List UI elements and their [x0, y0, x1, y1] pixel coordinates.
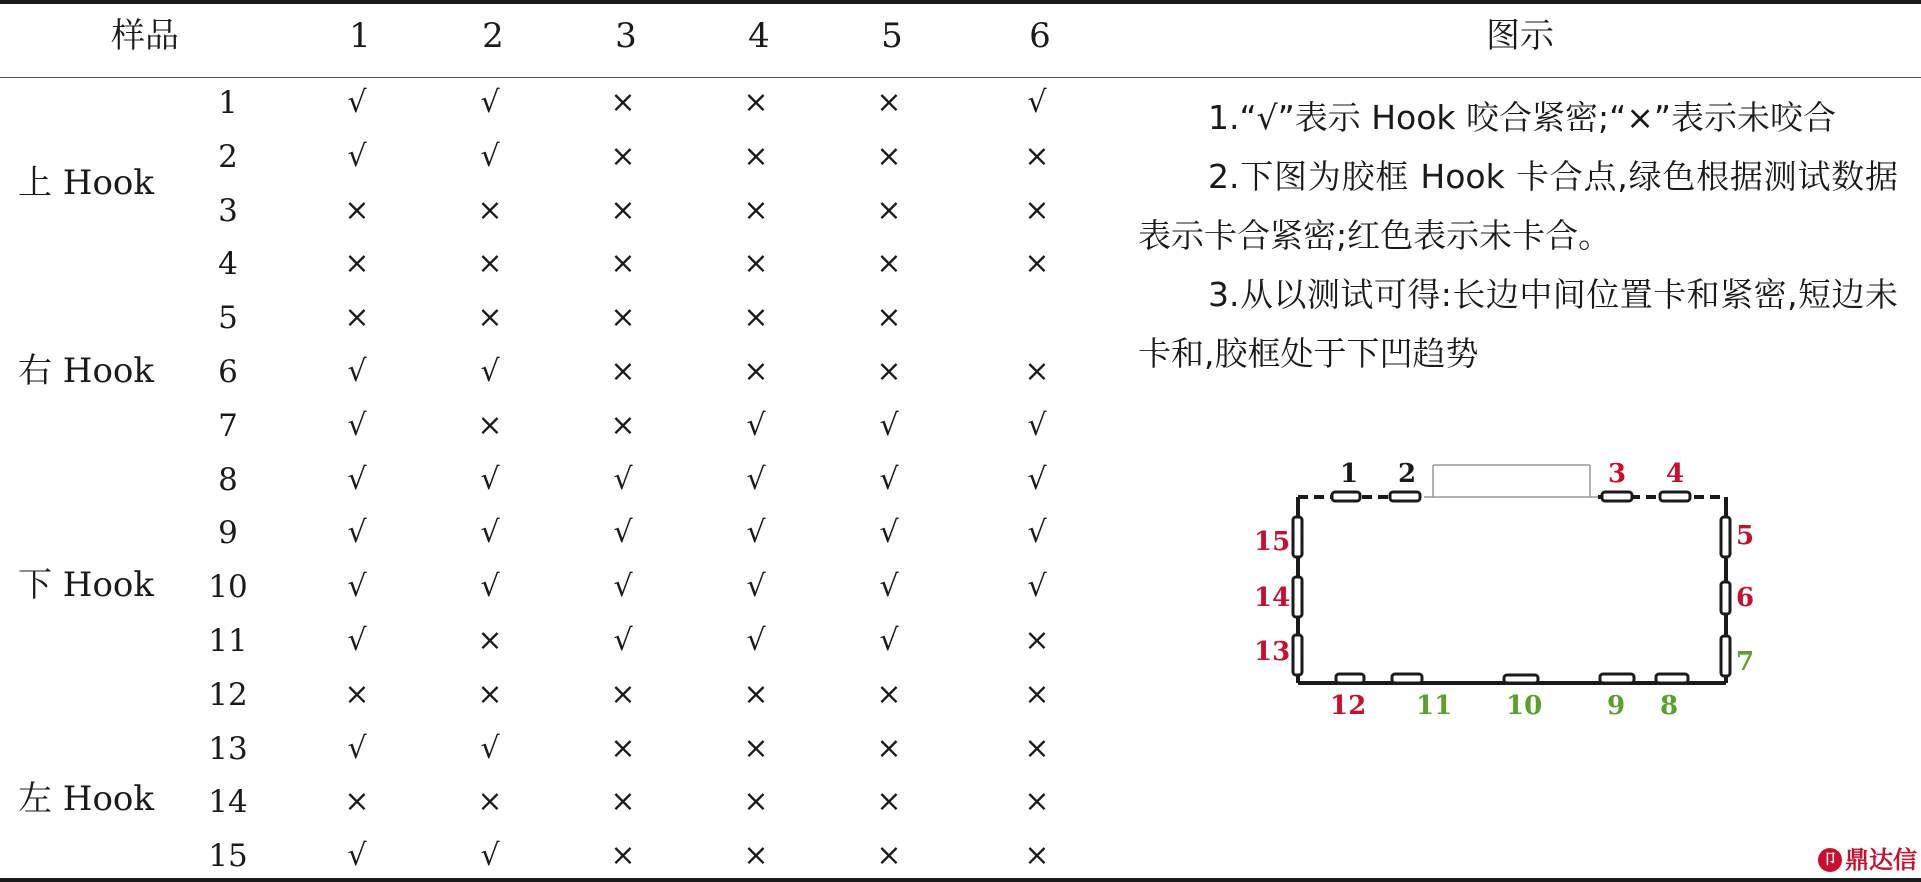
group-bottom-hook: [18, 565, 154, 605]
mark-cell: √: [613, 623, 633, 658]
group-top-hook: [18, 163, 154, 203]
mark-cell: ×: [610, 300, 636, 335]
mark-cell: ×: [1024, 623, 1050, 658]
mark-cell: ×: [610, 246, 636, 281]
mark-cell: ×: [344, 246, 370, 281]
group-label-en: Hook: [52, 163, 154, 203]
frame-outline: [1240, 455, 1760, 735]
mark-cell: ×: [477, 677, 503, 712]
top-rule: [0, 0, 1921, 4]
mark-cell: ×: [1024, 246, 1050, 281]
mark-cell: ×: [477, 193, 503, 228]
group-left-hook: [18, 779, 154, 819]
diagram-point-2: 2: [1398, 459, 1417, 489]
group-right-hook: [18, 351, 154, 391]
mark-cell: ×: [876, 838, 902, 873]
mark-cell: √: [347, 731, 367, 766]
row-number: 10: [208, 569, 248, 605]
mark-cell: √: [347, 515, 367, 550]
mark-cell: √: [347, 408, 367, 443]
mark-cell: ×: [743, 300, 769, 335]
mark-cell: ×: [610, 731, 636, 766]
row-number: 15: [208, 838, 248, 874]
mark-cell: ×: [743, 193, 769, 228]
mark-cell: ×: [477, 408, 503, 443]
mark-cell: √: [347, 623, 367, 658]
mark-cell: √: [347, 838, 367, 873]
header-col-2: 2: [482, 16, 504, 56]
mark-cell: ×: [1024, 677, 1050, 712]
mark-cell: √: [480, 838, 500, 873]
row-number: 14: [208, 784, 248, 820]
diagram-point-9: 9: [1607, 691, 1626, 721]
mark-cell: ×: [876, 300, 902, 335]
mark-cell: ×: [743, 354, 769, 389]
row-number: 12: [208, 677, 248, 713]
row-number: 5: [218, 300, 238, 336]
mark-cell: ×: [610, 408, 636, 443]
mark-cell: √: [879, 408, 899, 443]
mark-cell: ×: [743, 246, 769, 281]
group-label-cn: 左: [18, 779, 52, 819]
dingdaxin-logo-icon: 卩: [1818, 848, 1842, 872]
diagram-point-8: 8: [1660, 691, 1679, 721]
mark-cell: ×: [876, 784, 902, 819]
header-col-1: 1: [349, 16, 371, 56]
diagram-point-11: 11: [1416, 691, 1453, 721]
header-col-5: 5: [881, 16, 903, 56]
mark-cell: ×: [743, 784, 769, 819]
mark-cell: ×: [610, 354, 636, 389]
note-2: 2.下图为胶框 Hook 卡合点,绿色根据测试数据表示卡合紧密;红色表示未卡合。: [1138, 157, 1898, 255]
mark-cell: √: [1027, 515, 1047, 550]
mark-cell: √: [480, 731, 500, 766]
mark-cell: √: [613, 515, 633, 550]
mark-cell: √: [746, 408, 766, 443]
row-number: 8: [218, 462, 238, 498]
mark-cell: ×: [743, 139, 769, 174]
mark-cell: √: [879, 515, 899, 550]
mark-cell: ×: [610, 677, 636, 712]
mark-cell: √: [613, 569, 633, 604]
diagram-point-4: 4: [1666, 459, 1685, 489]
mark-cell: ×: [1024, 139, 1050, 174]
row-number: 3: [218, 193, 238, 229]
mark-cell: ×: [1024, 193, 1050, 228]
mark-cell: ×: [1024, 731, 1050, 766]
header-col-3: 3: [615, 16, 637, 56]
hook-frame-diagram: [1240, 455, 1760, 735]
mark-cell: ×: [876, 354, 902, 389]
mark-cell: ×: [477, 784, 503, 819]
header-diagram: 图示: [1486, 16, 1554, 56]
diagram-point-13: 13: [1254, 637, 1291, 667]
mark-cell: √: [347, 462, 367, 497]
diagram-point-6: 6: [1736, 583, 1755, 613]
mark-cell: √: [1027, 408, 1047, 443]
row-number: 6: [218, 354, 238, 390]
diagram-point-7: 7: [1736, 647, 1755, 677]
mark-cell: ×: [1024, 838, 1050, 873]
diagram-point-10: 10: [1506, 691, 1543, 721]
row-number: 9: [218, 515, 238, 551]
group-label-en: Hook: [52, 779, 154, 819]
mark-cell: √: [879, 623, 899, 658]
mark-cell: √: [1027, 462, 1047, 497]
mark-cell: ×: [477, 300, 503, 335]
mark-cell: √: [613, 462, 633, 497]
mark-cell: ×: [610, 784, 636, 819]
mark-cell: √: [879, 462, 899, 497]
row-number: 7: [218, 408, 238, 444]
header-sample: 样品: [111, 16, 179, 56]
mark-cell: ×: [1024, 784, 1050, 819]
mark-cell: ×: [344, 784, 370, 819]
mark-cell: √: [480, 85, 500, 120]
mark-cell: ×: [610, 85, 636, 120]
mark-cell: √: [879, 569, 899, 604]
mark-cell: ×: [743, 731, 769, 766]
mark-cell: ×: [876, 139, 902, 174]
mark-cell: ×: [876, 731, 902, 766]
mark-cell: √: [746, 462, 766, 497]
mark-cell: √: [746, 569, 766, 604]
mark-cell: √: [480, 462, 500, 497]
mark-cell: ×: [610, 838, 636, 873]
mark-cell: √: [347, 85, 367, 120]
mark-cell: ×: [876, 85, 902, 120]
diagram-point-5: 5: [1736, 521, 1755, 551]
row-number: 1: [218, 85, 238, 121]
mark-cell: ×: [743, 677, 769, 712]
group-label-cn: 下: [18, 565, 52, 605]
row-number: 13: [208, 731, 248, 767]
header-col-4: 4: [748, 16, 770, 56]
diagram-point-14: 14: [1254, 583, 1291, 613]
mark-cell: ×: [610, 193, 636, 228]
mark-cell: ×: [743, 85, 769, 120]
mark-cell: ×: [477, 246, 503, 281]
mark-cell: ×: [876, 246, 902, 281]
row-number: 4: [218, 246, 238, 282]
note-1: 1.“√”表示 Hook 咬合紧密;“×”表示未咬合: [1208, 98, 1836, 137]
diagram-point-1: 1: [1340, 459, 1359, 489]
mark-cell: ×: [1024, 354, 1050, 389]
diagram-point-3: 3: [1608, 459, 1627, 489]
mark-cell: √: [1027, 569, 1047, 604]
mark-cell: ×: [344, 300, 370, 335]
mark-cell: ×: [344, 193, 370, 228]
mark-cell: √: [347, 354, 367, 389]
mark-cell: ×: [344, 677, 370, 712]
diagram-point-15: 15: [1254, 527, 1291, 557]
notes: [1138, 88, 1898, 383]
group-label-cn: 右: [18, 351, 52, 391]
watermark-logo: [1818, 845, 1918, 875]
group-label-cn: 上: [18, 163, 52, 203]
mark-cell: √: [1027, 85, 1047, 120]
row-number: 2: [218, 139, 238, 175]
header-col-6: 6: [1029, 16, 1051, 56]
mark-cell: ×: [610, 139, 636, 174]
diagram-point-12: 12: [1330, 691, 1367, 721]
group-label-en: Hook: [52, 565, 154, 605]
mark-cell: √: [347, 569, 367, 604]
row-number: 11: [208, 623, 248, 659]
note-3: 3.从以测试可得:长边中间位置卡和紧密,短边未卡和,胶框处于下凹趋势: [1138, 275, 1898, 373]
mark-cell: √: [480, 515, 500, 550]
mark-cell: ×: [876, 193, 902, 228]
mark-cell: ×: [876, 677, 902, 712]
group-label-en: Hook: [52, 351, 154, 391]
mark-cell: √: [480, 354, 500, 389]
mark-cell: √: [480, 569, 500, 604]
mark-cell: √: [746, 623, 766, 658]
watermark-text: 鼎达信: [1845, 846, 1917, 874]
mark-cell: √: [480, 139, 500, 174]
mark-cell: ×: [477, 623, 503, 658]
mark-cell: √: [746, 515, 766, 550]
mark-cell: √: [347, 139, 367, 174]
mark-cell: ×: [743, 838, 769, 873]
header-rule: [0, 77, 1921, 78]
bottom-rule: [0, 878, 1921, 882]
